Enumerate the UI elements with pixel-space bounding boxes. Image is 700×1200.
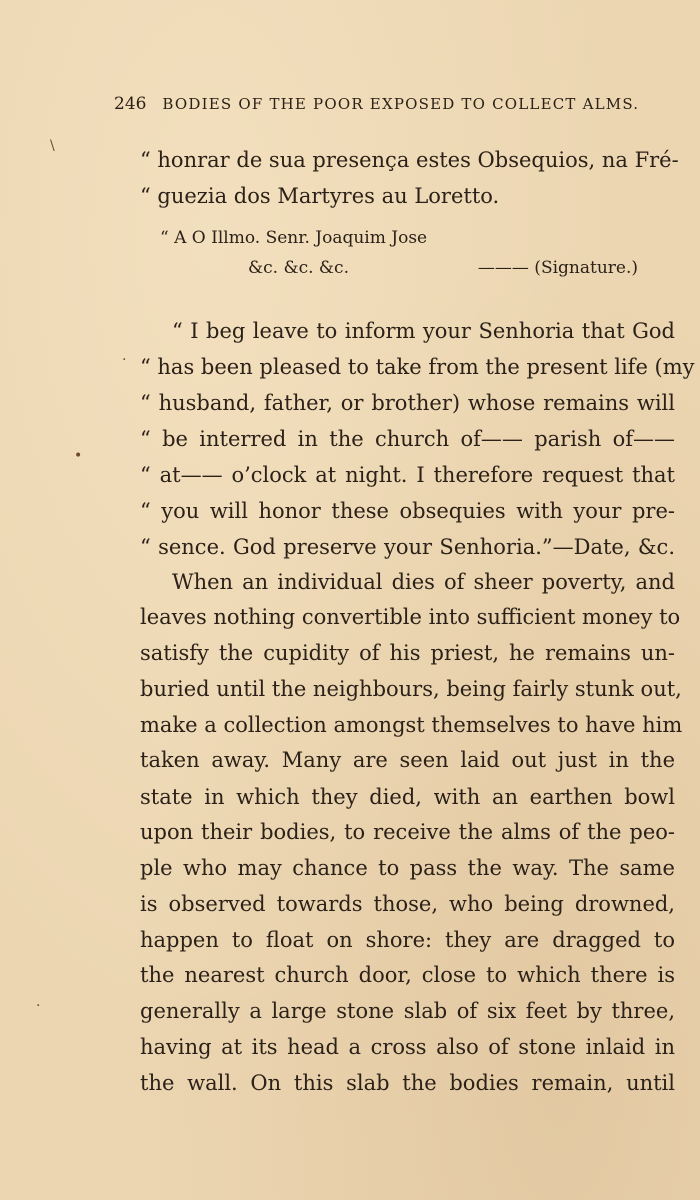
- translation-line: “ at—— o’clock at night. I therefore request that: [140, 463, 675, 487]
- etc-text: &c. &c. &c.: [248, 258, 349, 278]
- body-line: is observed towards those, who being drowned,: [140, 892, 675, 916]
- body-line: make a collection amongst themselves to have him: [140, 713, 683, 737]
- signature-text: ——— (Signature.): [477, 258, 638, 278]
- paper-blemish: •: [74, 448, 83, 464]
- page-number: 246: [114, 94, 147, 114]
- body-line: satisfy the cupidity of his priest, he remains un-: [140, 641, 675, 665]
- address-line: “ A O Illmo. Senr. Joaquim Jose: [160, 228, 428, 248]
- translation-line: “ sence. God preserve your Senhoria.”—Date, &c.: [140, 535, 675, 559]
- body-line: the nearest church door, close to which there is: [140, 963, 675, 987]
- letter-line: “ guezia dos Martyres au Loretto.: [140, 184, 500, 208]
- running-header: [114, 94, 674, 114]
- translation-line: “ husband, father, or brother) whose remains will: [140, 391, 675, 415]
- body-line: When an individual dies of sheer poverty, and: [172, 570, 675, 594]
- translation-line: “ be interred in the church of—— parish of——: [140, 427, 675, 451]
- body-line: state in which they died, with an earthen bowl: [140, 785, 675, 809]
- translation-line: “ I beg leave to inform your Senhoria that God: [172, 319, 675, 343]
- paper-blemish: ·: [122, 352, 127, 368]
- body-line: having at its head a cross also of stone inlaid in: [140, 1035, 675, 1059]
- body-line: happen to float on shore: they are dragged to: [140, 928, 675, 952]
- letter-line: “ honrar de sua presença estes Obsequios, na Fré-: [140, 148, 679, 172]
- body-line: leaves nothing convertible into sufficient money to: [140, 605, 681, 629]
- paper-blemish: ·: [36, 998, 41, 1014]
- running-title: BODIES OF THE POOR EXPOSED TO COLLECT ALMS.: [162, 95, 640, 113]
- body-line: the wall. On this slab the bodies remain, until: [140, 1071, 675, 1095]
- body-line: ple who may chance to pass the way. The same: [140, 856, 675, 880]
- body-line: buried until the neighbours, being fairly stunk out,: [140, 677, 682, 701]
- translation-line: “ has been pleased to take from the present life (my: [140, 355, 695, 379]
- signature-row: [248, 256, 638, 280]
- body-line: taken away. Many are seen laid out just in the: [140, 748, 675, 772]
- paper-blemish: \: [50, 138, 55, 154]
- translation-line: “ you will honor these obsequies with your pre-: [140, 499, 675, 523]
- body-line: generally a large stone slab of six feet by three,: [140, 999, 675, 1023]
- body-line: upon their bodies, to receive the alms of the peo-: [140, 820, 675, 844]
